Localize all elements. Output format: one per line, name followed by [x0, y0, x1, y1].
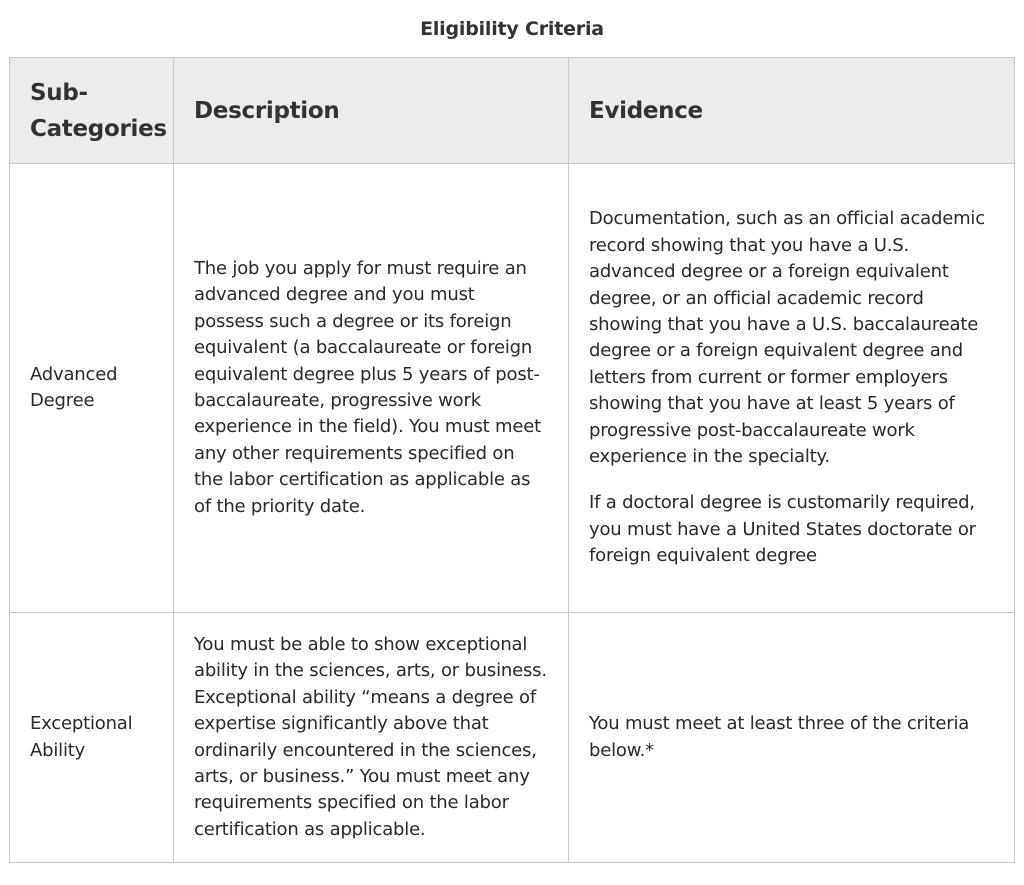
sub-category-label: Advanced Degree [30, 363, 118, 411]
table-header-row [10, 58, 1015, 164]
table-row-advanced-degree [10, 164, 1015, 613]
table-caption: Eligibility Criteria [420, 18, 604, 40]
eligibility-criteria-table [9, 57, 1015, 863]
table-row-exceptional-ability [10, 613, 1015, 863]
description-text: The job you apply for must require an advanced degree and you must possess such a degree or its foreign equivalent (a baccalaureate or foreign equivalent degree plus 5 years of post-baccalaureate, progressive work experience in the field). You must meet any other requirements specified on the labor certification as applicable as of the priority date. [194, 257, 541, 517]
header-sub-categories [10, 58, 174, 164]
header-evidence [569, 58, 1015, 164]
description-text: You must be able to show exceptional ability in the sciences, arts, or business. Exceptional ability “means a degree of expertise significantly above that ordinarily encountered in the sciences, arts, or business.” You must meet any requirements specified on the labor certification as applicable. [194, 633, 547, 840]
cell-description [174, 164, 569, 613]
header-description [174, 58, 569, 164]
cell-sub-category [10, 164, 174, 613]
evidence-paragraph: Documentation, such as an official academic record showing that you have a U.S. advanced degree or a foreign equivalent degree, or an official academic record showing that you have a U.S. baccalaureate degree or a foreign equivalent degree and letters from current or former employers showing that you have at least 5 years of progressive post-baccalaureate work experience in the specialty. [589, 208, 985, 468]
cell-sub-category [10, 613, 174, 863]
header-sub-categories-label: Sub- Categories [30, 79, 167, 142]
header-description-label: Description [194, 97, 340, 124]
evidence-paragraph: If a doctoral degree is customarily required, you must have a United States doctorate or foreign equivalent degree [589, 492, 976, 567]
sub-category-label: Exceptional Ability [30, 713, 133, 761]
cell-evidence [569, 164, 1015, 613]
evidence-paragraph: You must meet at least three of the criteria below.* [589, 713, 970, 761]
cell-evidence [569, 613, 1015, 863]
header-evidence-label: Evidence [589, 97, 703, 124]
cell-description [174, 613, 569, 863]
